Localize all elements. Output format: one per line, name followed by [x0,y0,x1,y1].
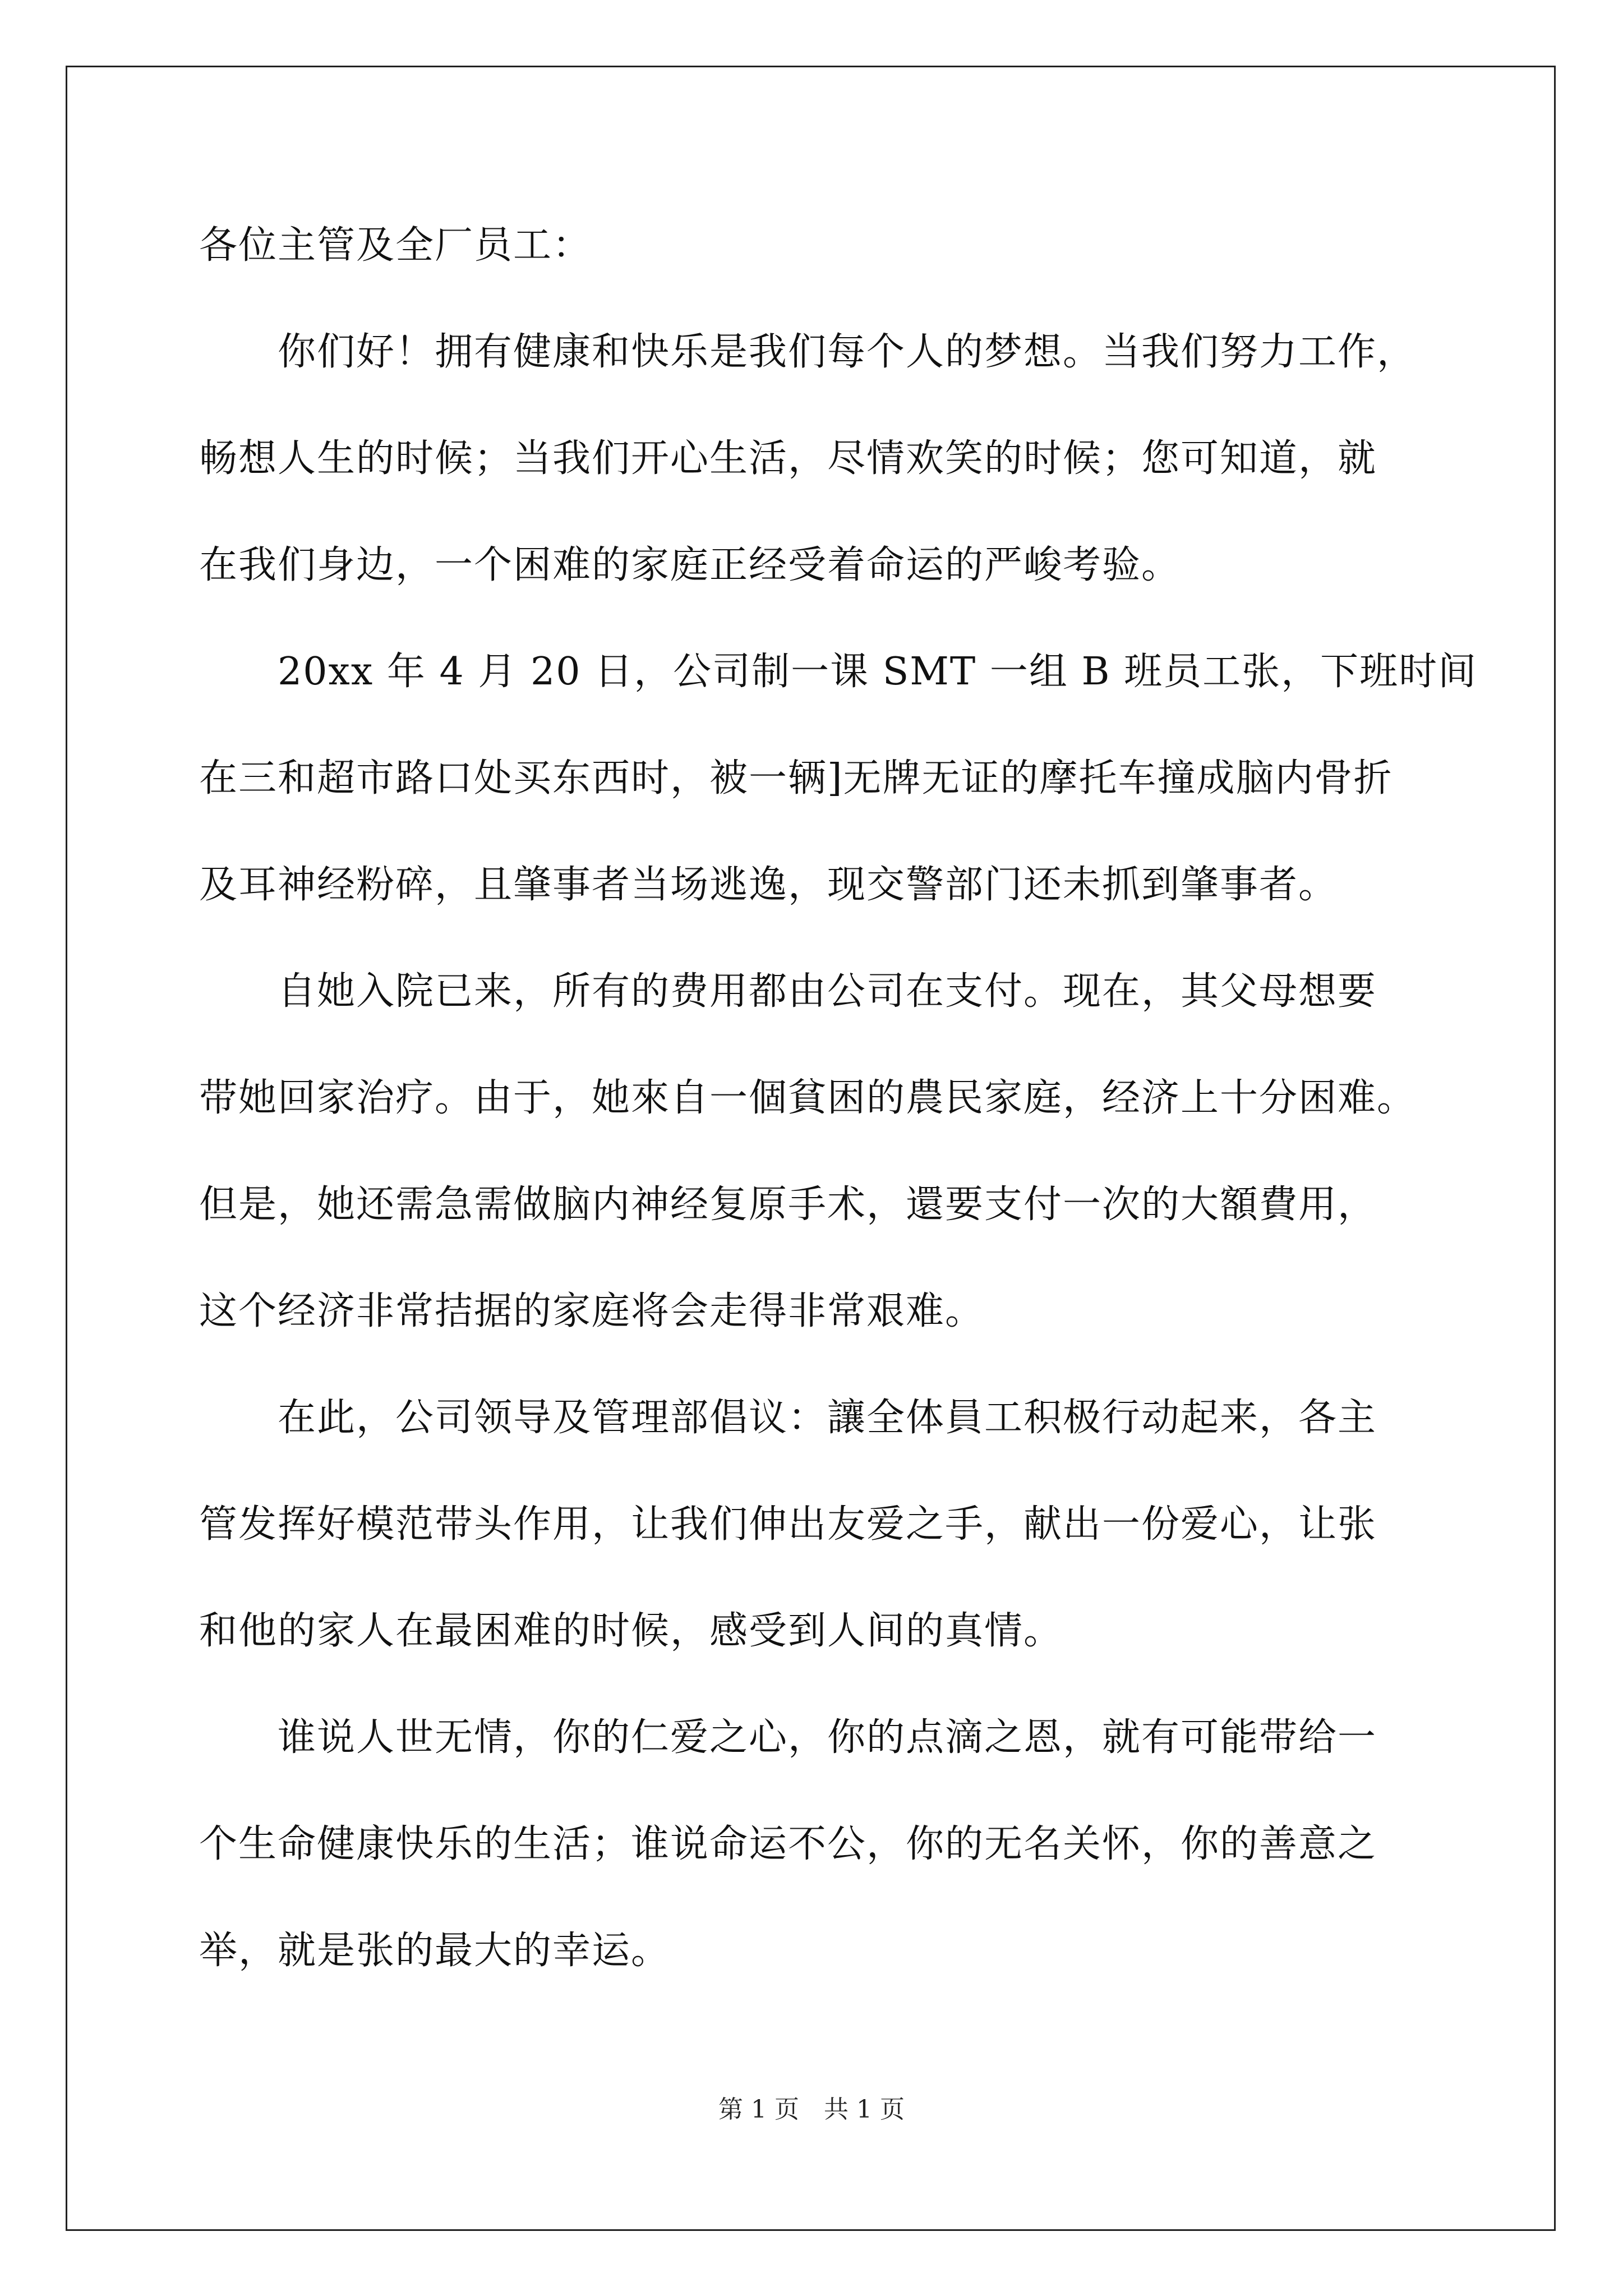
line-gap [199,483,1427,541]
paragraph-line: 及耳神经粉碎，且肇事者当场逃逸，现交警部门还未抓到肇事者。 [199,863,1338,907]
paragraph-line: 个生命健康快乐的生活；谁说命运不公，你的无名关怀，你的善意之 [199,1822,1377,1866]
paragraph-gap [199,1336,1427,1394]
salutation: 各位主管及全厂员工： [199,223,592,268]
paragraph-3 [199,968,1427,1336]
page-number-footer: 第 1 页 共 1 页 [718,2095,905,2124]
line-gap [199,803,1427,861]
paragraph-line: 你们好！拥有健康和快乐是我们每个人的梦想。当我们努力工作， [278,330,1417,374]
paragraph-gap [199,270,1427,328]
paragraph-line: 在此，公司领导及管理部倡议：讓全体員工积极行动起来，各主 [278,1396,1377,1440]
line-gap [199,1549,1427,1607]
line-gap [199,1869,1427,1927]
paragraph-line: 在三和超市路口处买东西时，被一辆]无牌无证的摩托车撞成脑内骨折 [199,756,1393,800]
document-body [199,222,1478,1975]
paragraph-5 [199,1714,1427,1975]
paragraph-4 [199,1394,1427,1655]
line-gap [199,1229,1427,1287]
paragraph-line: 这个经济非常拮据的家庭将会走得非常艰难。 [199,1289,985,1333]
paragraph-line: 举，就是张的最大的幸运。 [199,1929,671,1973]
paragraph-line: 但是，她还需急需做脑内神经复原手术，還要支付一次的大額費用， [199,1182,1377,1227]
paragraph-line: 畅想人生的时候；当我们开心生活，尽情欢笑的时候；您可知道，就 [199,436,1377,481]
line-gap [199,1016,1427,1074]
paragraph-line: 在我们身边，一个困难的家庭正经受着命运的严峻考验。 [199,543,1181,587]
paragraph-gap [199,909,1427,968]
paragraph-line: 管发挥好模范带头作用，让我们伸出友爱之手，献出一份爱心，让张 [199,1502,1377,1547]
paragraph-gap [199,590,1427,648]
line-gap [199,1442,1427,1501]
paragraph-gap [199,1655,1427,1714]
paragraph-1 [199,328,1427,590]
paragraph-line: 20xx 年 4 月 20 日，公司制一课 SMT 一组 B 班员工张，下班时间 [278,650,1478,694]
paragraph-line: 和他的家人在最困难的时候，感受到人间的真情。 [199,1609,1063,1653]
paragraph-2 [199,648,1478,909]
paragraph-line: 谁说人世无情，你的仁爱之心，你的点滴之恩，就有可能带给一 [278,1715,1377,1760]
line-gap [199,376,1427,435]
line-gap [199,1762,1427,1820]
paragraph-line: 带她回家治疗。由于，她來自一個貧困的農民家庭，经济上十分困难。 [199,1076,1417,1120]
paragraph-line: 自她入院已来，所有的费用都由公司在支付。现在，其父母想要 [278,969,1377,1014]
line-gap [199,1122,1427,1181]
line-gap [199,696,1427,754]
